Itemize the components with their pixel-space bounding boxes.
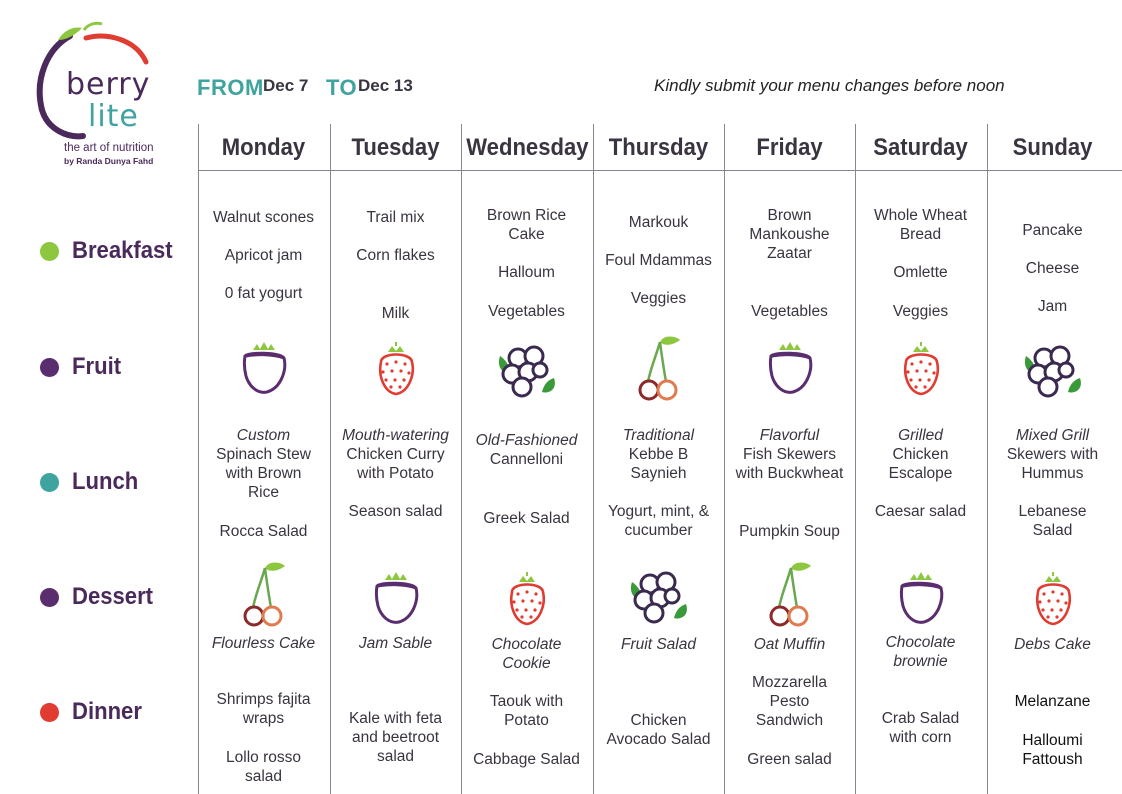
fig-icon bbox=[886, 564, 956, 634]
dinner-item: Kale with feta and beetroot salad bbox=[348, 710, 443, 765]
lunch-main-descriptor: Old-Fashioned bbox=[475, 432, 578, 449]
lunch-main-dish: Cannelloni bbox=[489, 451, 564, 468]
blueberries-icon bbox=[1018, 334, 1088, 404]
day-header-tuesday: Tuesday bbox=[351, 134, 440, 161]
breakfast-item: Whole Wheat Bread bbox=[873, 207, 968, 243]
day-header-monday: Monday bbox=[221, 134, 306, 161]
raspberry-icon bbox=[361, 334, 431, 404]
logo-tagline: the art of nutrition bbox=[64, 142, 154, 154]
breakfast-item: Foul Mdammas bbox=[605, 252, 712, 269]
lunch-main-dish: Spinach Stew with Brown Rice bbox=[216, 446, 311, 501]
raspberry-icon bbox=[1018, 564, 1088, 634]
dinner-item: Mozzarella Pesto Sandwich bbox=[752, 674, 827, 729]
lunch-main-descriptor: Traditional bbox=[622, 427, 695, 444]
lunch-side-dish: Caesar salad bbox=[874, 503, 967, 520]
meal-label-breakfast: Breakfast bbox=[40, 236, 181, 266]
dessert-item: Debs Cake bbox=[1014, 636, 1091, 653]
dessert-item: Chocolate Cookie bbox=[491, 636, 562, 672]
cherries-icon bbox=[624, 334, 694, 404]
meal-label-lunch: Lunch bbox=[40, 467, 144, 497]
from-date: Dec 7 bbox=[263, 76, 309, 95]
lunch-side-dish: Season salad bbox=[348, 503, 443, 520]
from-label: FROM bbox=[197, 75, 264, 100]
fig-icon bbox=[229, 334, 299, 404]
dinner-dot-icon bbox=[40, 703, 59, 722]
lunch-main-dish: Chicken Escalope bbox=[888, 446, 953, 482]
breakfast-item: Cheese bbox=[1025, 260, 1080, 277]
to-label: TO bbox=[326, 75, 358, 100]
dinner-item: Halloumi Fattoush bbox=[1022, 732, 1083, 768]
breakfast-item: Halloum bbox=[498, 264, 555, 281]
breakfast-item: Jam bbox=[1037, 298, 1068, 315]
breakfast-dot-icon bbox=[40, 242, 59, 261]
lunch-side-dish: Greek Salad bbox=[483, 510, 570, 527]
lunch-dot-icon bbox=[40, 473, 59, 492]
dinner-item: Taouk with Potato bbox=[489, 693, 564, 729]
meal-label-fruit: Fruit bbox=[40, 352, 125, 382]
blueberries-icon bbox=[624, 560, 694, 630]
day-header-friday: Friday bbox=[756, 134, 823, 161]
breakfast-item: Trail mix bbox=[366, 209, 425, 226]
dessert-item: Chocolate brownie bbox=[885, 634, 956, 670]
to-date: Dec 13 bbox=[358, 76, 413, 95]
lunch-side-dish: Yogurt, mint, & cucumber bbox=[607, 503, 710, 539]
menu-change-notice: Kindly submit your menu changes before noon bbox=[654, 76, 1005, 95]
header-divider bbox=[198, 170, 1122, 171]
day-header-wednesday: Wednesday bbox=[466, 134, 589, 161]
lunch-side-dish: Pumpkin Soup bbox=[739, 523, 840, 540]
logo-word-berry: berry bbox=[66, 67, 151, 102]
fruit-dot-icon bbox=[40, 358, 59, 377]
dinner-item: Crab Salad with corn bbox=[881, 710, 960, 746]
lunch-main-descriptor: Mouth-watering bbox=[342, 427, 449, 444]
lunch-main-dish: Kebbe B Saynieh bbox=[628, 446, 689, 482]
lunch-side-dish: Rocca Salad bbox=[219, 523, 308, 540]
breakfast-item: Pancake bbox=[1022, 222, 1083, 239]
dinner-item: Shrimps fajita wraps bbox=[216, 691, 311, 727]
breakfast-item: Vegetables bbox=[488, 303, 565, 320]
dinner-item: Melanzane bbox=[1014, 693, 1091, 710]
lunch-main-dish: Fish Skewers with Buckwheat bbox=[735, 446, 844, 482]
breakfast-item: Markouk bbox=[628, 214, 689, 231]
day-header-saturday: Saturday bbox=[873, 134, 968, 161]
berrylite-logo bbox=[28, 18, 168, 168]
breakfast-item: Walnut scones bbox=[212, 209, 315, 226]
lunch-main-dish: Skewers with Hummus bbox=[1006, 446, 1099, 482]
breakfast-item: Brown Rice Cake bbox=[486, 207, 567, 243]
dinner-item: Chicken Avocado Salad bbox=[606, 712, 711, 748]
breakfast-item: Brown Mankoushe Zaatar bbox=[749, 207, 830, 262]
lunch-main-dish: Chicken Curry with Potato bbox=[346, 446, 445, 482]
lunch-main-descriptor: Grilled bbox=[898, 427, 943, 444]
dessert-item: Flourless Cake bbox=[211, 635, 316, 652]
dessert-dot-icon bbox=[40, 588, 59, 607]
meal-label-dinner: Dinner bbox=[40, 697, 148, 727]
fig-icon bbox=[361, 564, 431, 634]
breakfast-item: Corn flakes bbox=[356, 247, 435, 264]
breakfast-item: 0 fat yogurt bbox=[224, 285, 303, 302]
raspberry-icon bbox=[886, 334, 956, 404]
breakfast-item: Omlette bbox=[893, 264, 948, 281]
breakfast-item: Milk bbox=[381, 305, 410, 322]
breakfast-item: Veggies bbox=[892, 303, 949, 320]
logo-byline: by Randa Dunya Fahd bbox=[64, 156, 154, 166]
lunch-main-descriptor: Custom bbox=[236, 427, 291, 444]
raspberry-icon bbox=[492, 564, 562, 634]
dinner-item: Cabbage Salad bbox=[473, 751, 580, 768]
day-header-thursday: Thursday bbox=[608, 134, 709, 161]
blueberries-icon bbox=[492, 334, 562, 404]
dinner-item: Lollo rosso salad bbox=[226, 749, 301, 785]
cherries-icon bbox=[229, 560, 299, 630]
breakfast-item: Veggies bbox=[630, 290, 687, 307]
day-header-sunday: Sunday bbox=[1012, 134, 1093, 161]
fig-icon bbox=[755, 334, 825, 404]
lunch-side-dish: Lebanese Salad bbox=[1018, 503, 1087, 539]
cherries-icon bbox=[755, 560, 825, 630]
dessert-item: Jam Sable bbox=[358, 635, 433, 652]
meal-label-dessert: Dessert bbox=[40, 582, 160, 612]
lunch-main-descriptor: Mixed Grill bbox=[1015, 427, 1090, 444]
dinner-item: Green salad bbox=[747, 751, 832, 768]
dessert-item: Oat Muffin bbox=[753, 636, 826, 653]
lunch-main-descriptor: Flavorful bbox=[759, 427, 820, 444]
breakfast-item: Apricot jam bbox=[224, 247, 303, 264]
logo-word-lite: lite bbox=[88, 99, 139, 134]
dessert-item: Fruit Salad bbox=[621, 636, 696, 653]
breakfast-item: Vegetables bbox=[751, 303, 828, 320]
